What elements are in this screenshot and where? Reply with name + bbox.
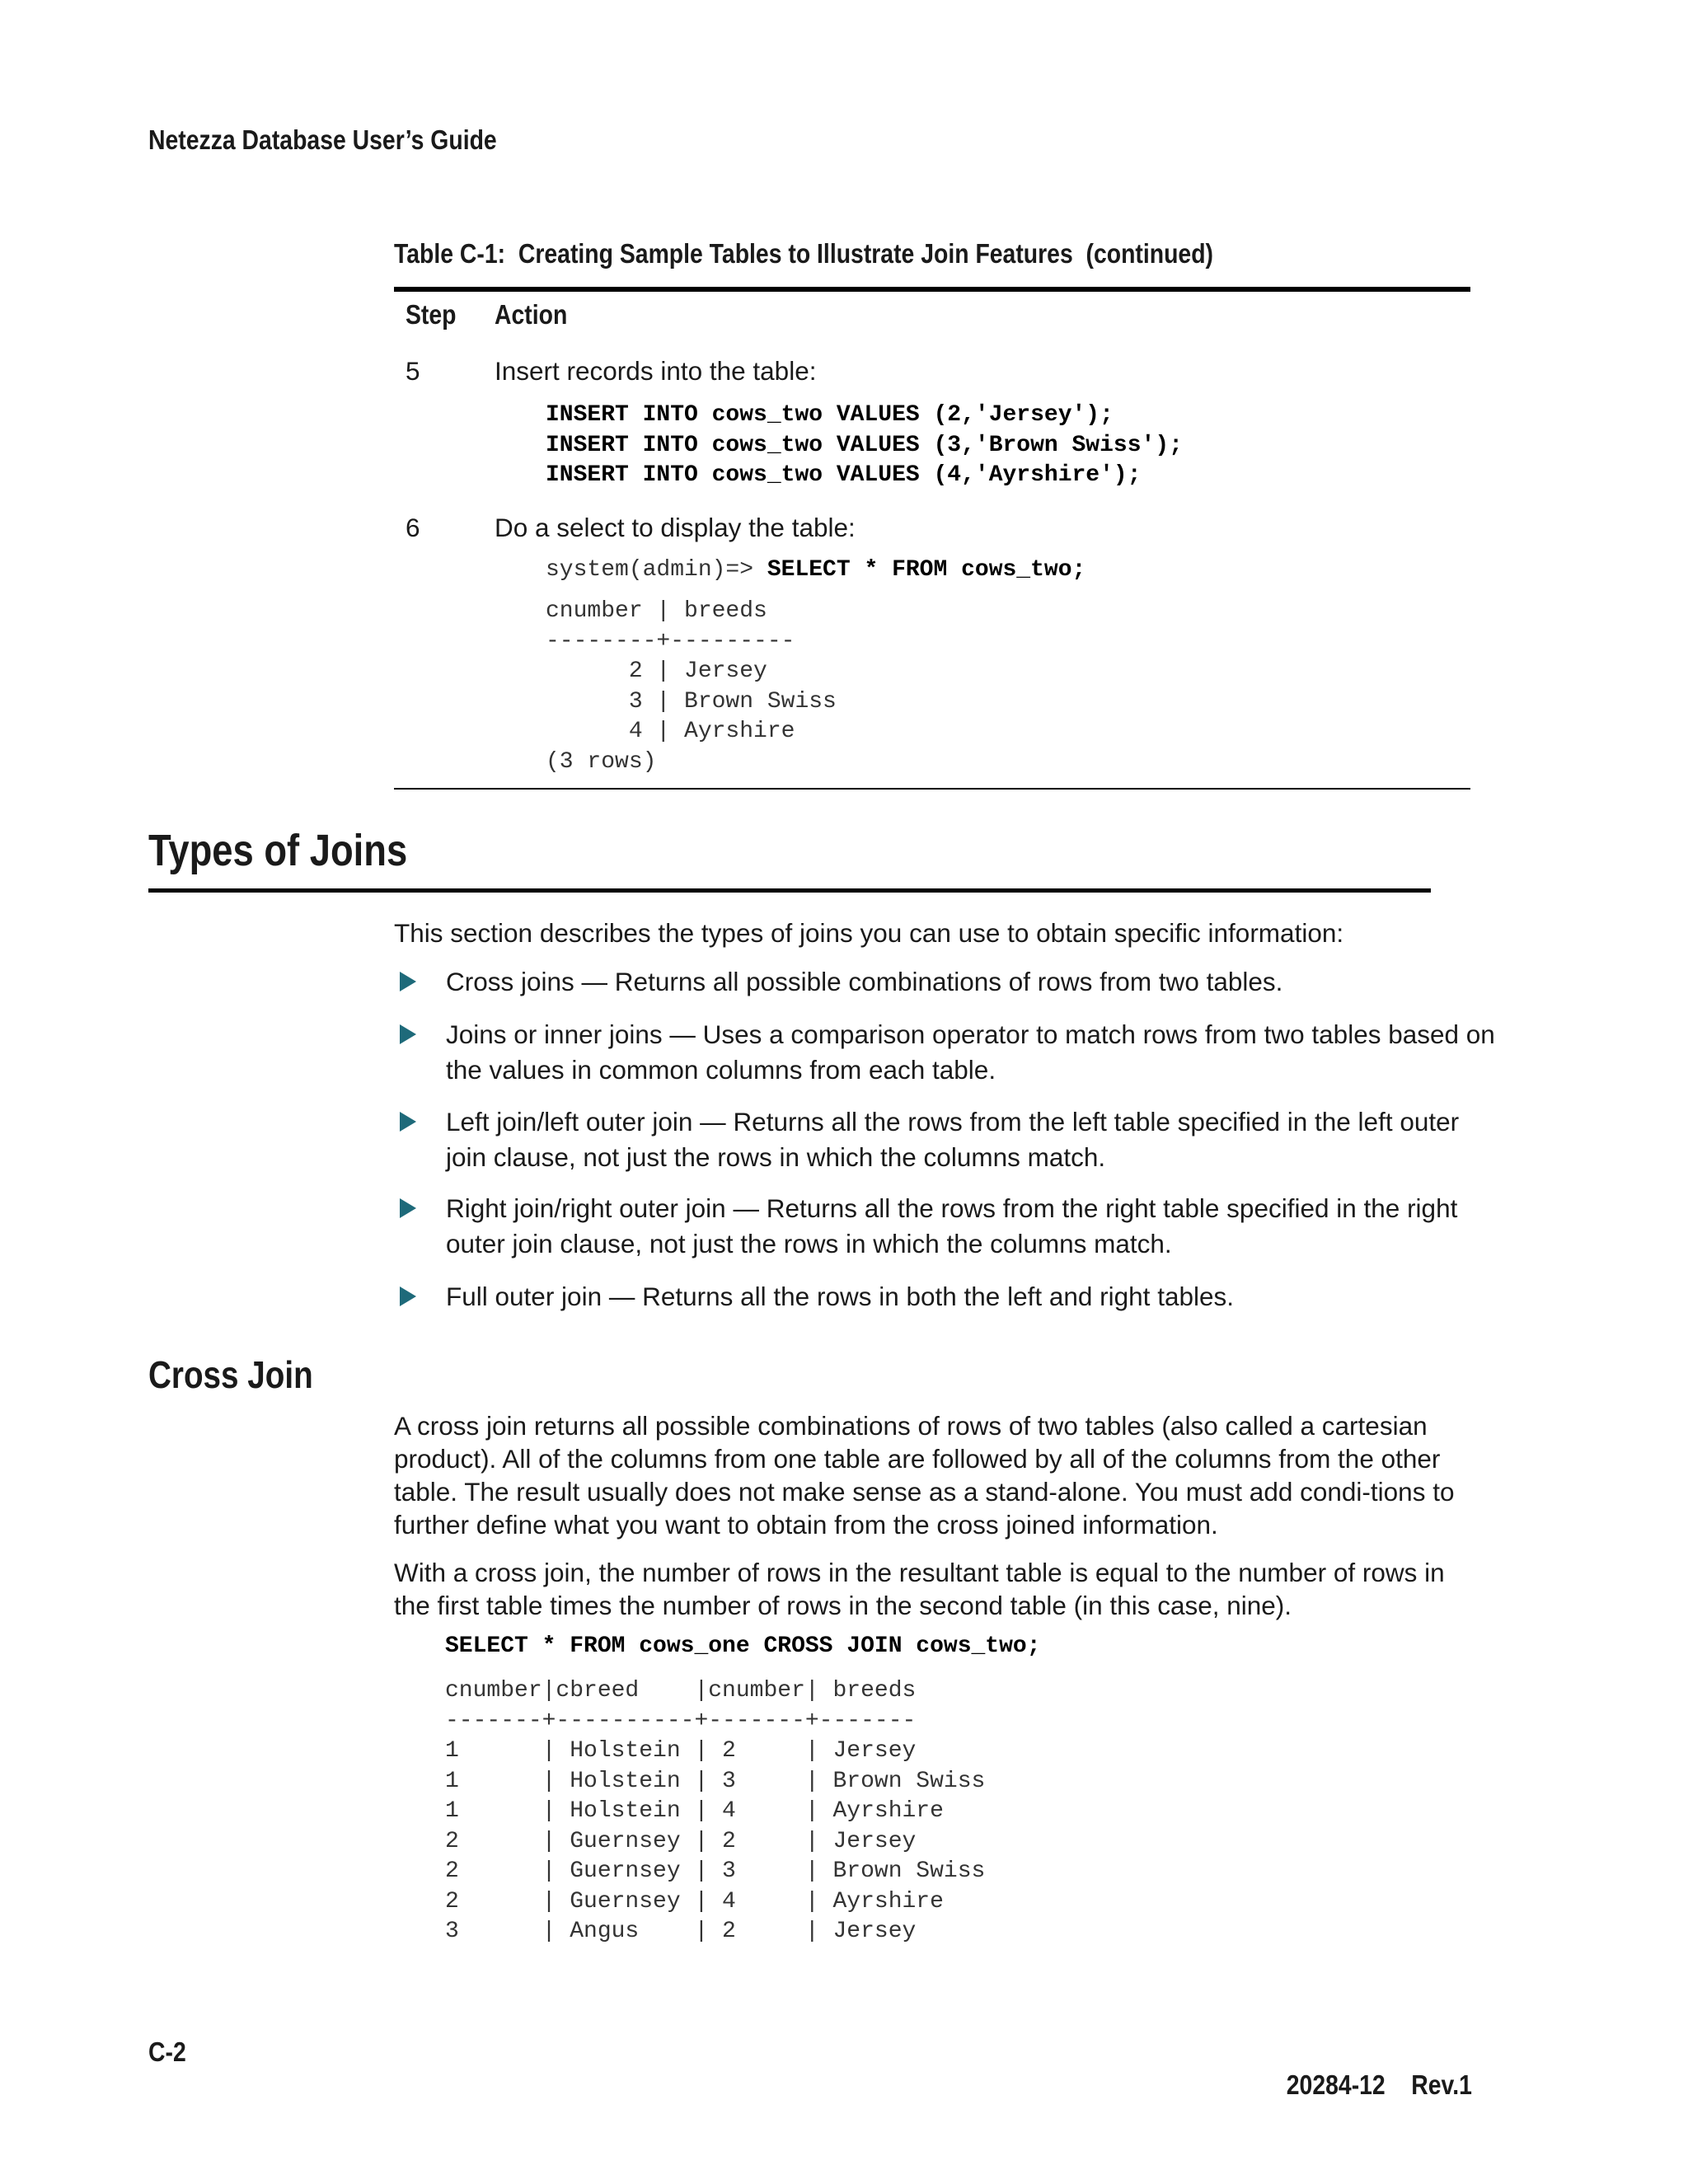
output-line: 2 | Jersey bbox=[546, 658, 767, 684]
output-line: 1 | Holstein | 3 | Brown Swiss bbox=[445, 1768, 986, 1794]
table-top-rule bbox=[394, 287, 1470, 292]
code-prompt: system(admin)=> bbox=[546, 557, 767, 583]
bullet-item: Cross joins — Returns all possible combinations of rows from two tables. bbox=[400, 964, 1496, 1000]
step-action: Do a select to display the table: bbox=[495, 513, 856, 542]
subsection-heading: Cross Join bbox=[148, 1353, 313, 1396]
output-line: 2 | Guernsey | 2 | Jersey bbox=[445, 1828, 917, 1854]
code-command-line bbox=[546, 555, 1085, 586]
output-line: 1 | Holstein | 4 | Ayrshire bbox=[445, 1798, 944, 1824]
output-line: 3 | Angus | 2 | Jersey bbox=[445, 1919, 917, 1944]
output-line: 2 | Guernsey | 3 | Brown Swiss bbox=[445, 1858, 986, 1884]
output-line: cnumber|cbreed |cnumber| breeds bbox=[445, 1678, 917, 1704]
triangle-bullet-icon bbox=[400, 1112, 416, 1132]
code-command: SELECT * FROM cows_two; bbox=[767, 557, 1086, 583]
bullet-item: Left join/left outer join — Returns all the rows from the left table specified in the left outer join clause, not just the rows in which the columns match. bbox=[400, 1104, 1496, 1175]
step-number: 6 bbox=[406, 513, 420, 542]
output-line: 3 | Brown Swiss bbox=[546, 688, 837, 715]
code-line: INSERT INTO cows_two VALUES (4,'Ayrshire'); bbox=[546, 462, 1142, 488]
triangle-bullet-icon bbox=[400, 1024, 416, 1044]
output-line: --------+--------- bbox=[546, 628, 795, 654]
code-line: INSERT INTO cows_two VALUES (2,'Jersey'); bbox=[546, 402, 1114, 428]
bullet-item: Joins or inner joins — Uses a comparison operator to match rows from two tables based on the values in common columns from each table. bbox=[400, 1017, 1496, 1088]
output-line: 4 | Ayrshire bbox=[546, 719, 795, 744]
document-id bbox=[1273, 2036, 1472, 2102]
page-number: C-2 bbox=[148, 2036, 186, 2067]
table-caption: Table C-1: Creating Sample Tables to Illustrate Join Features (continued) bbox=[394, 238, 1213, 269]
triangle-bullet-icon bbox=[400, 1198, 416, 1218]
output-line: -------+----------+-------+------- bbox=[445, 1708, 917, 1734]
code-output-cows-two bbox=[546, 597, 837, 777]
cross-join-paragraph: With a cross join, the number of rows in the resultant table is equal to the number of rows in the first table times the number of rows in the second table (in this case, nine). bbox=[394, 1558, 1445, 1620]
cross-join-output bbox=[445, 1676, 985, 1947]
table-bottom-rule bbox=[394, 788, 1470, 790]
triangle-bullet-icon bbox=[400, 1286, 416, 1306]
running-header: Netezza Database User’s Guide bbox=[148, 124, 497, 155]
output-line: (3 rows) bbox=[546, 748, 657, 775]
section-intro: This section describes the types of joins you can use to obtain specific information: bbox=[394, 918, 1344, 948]
doc-revision: Rev.1 bbox=[1411, 2069, 1472, 2100]
cross-join-paragraph: A cross join returns all possible combinations of rows of two tables (also called a cartesian product). All of the columns from one table are followed by all of the columns from the other table. The result usually does not make sense as a stand-alone. You must add condi-tions to further define what you want to obtain from the cross joined information. bbox=[394, 1411, 1455, 1540]
column-header-action: Action bbox=[495, 299, 568, 330]
cross-join-query: SELECT * FROM cows_one CROSS JOIN cows_two; bbox=[445, 1633, 1041, 1659]
output-line: 1 | Holstein | 2 | Jersey bbox=[445, 1738, 917, 1764]
bullet-item: Right join/right outer join — Returns all the rows from the right table specified in the right outer join clause, not just the rows in which the columns match. bbox=[400, 1191, 1496, 1262]
code-block-insert bbox=[546, 401, 1183, 491]
column-header-step: Step bbox=[406, 299, 457, 330]
code-line: INSERT INTO cows_two VALUES (3,'Brown Swiss'); bbox=[546, 432, 1183, 458]
step-number: 5 bbox=[406, 356, 420, 386]
triangle-bullet-icon bbox=[400, 972, 416, 991]
bullet-item: Full outer join — Returns all the rows in both the left and right tables. bbox=[400, 1279, 1496, 1315]
section-heading: Types of Joins bbox=[148, 826, 408, 875]
output-line: cnumber | breeds bbox=[546, 598, 767, 624]
section-heading-rule bbox=[148, 888, 1431, 893]
step-action: Insert records into the table: bbox=[495, 356, 817, 386]
doc-number: 20284-12 bbox=[1286, 2069, 1386, 2100]
output-line: 2 | Guernsey | 4 | Ayrshire bbox=[445, 1888, 944, 1915]
